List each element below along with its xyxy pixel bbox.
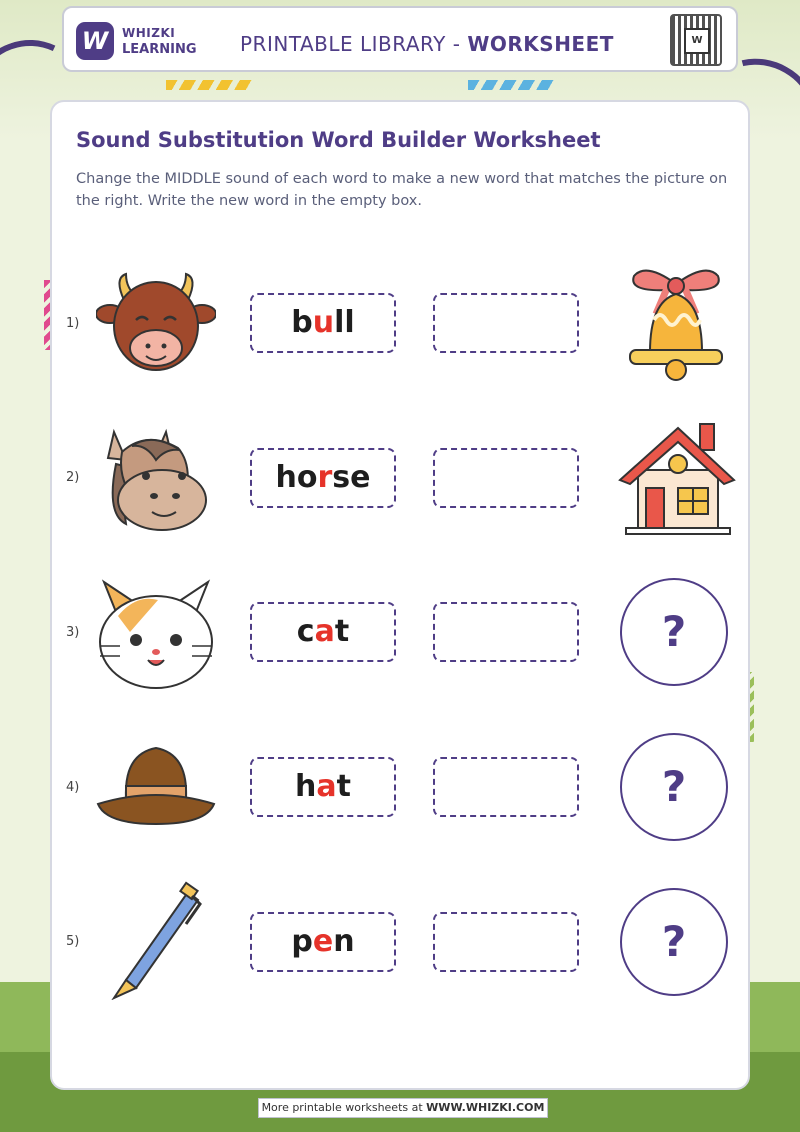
horse-icon (96, 424, 216, 534)
word-box: pen (250, 912, 396, 972)
worksheet-title: Sound Substitution Word Builder Worksheet (76, 128, 601, 152)
item-number: 4) (66, 780, 80, 795)
item-number: 5) (66, 934, 80, 949)
question-mark-picture: ? (620, 578, 728, 686)
item-number: 3) (66, 625, 80, 640)
house-icon (616, 418, 736, 538)
hat-icon (96, 734, 216, 844)
answer-box[interactable] (433, 293, 579, 353)
decorative-stripes-blue (468, 80, 554, 90)
word-box: hat (250, 757, 396, 817)
word-box: cat (250, 602, 396, 662)
cat-icon (96, 576, 216, 686)
word-box: horse (250, 448, 396, 508)
question-mark-picture: ? (620, 733, 728, 841)
decorative-stripes-yellow (166, 80, 252, 90)
whizki-logo: W (76, 22, 114, 60)
brand-name: WHIZKI (122, 26, 176, 40)
qr-logo: W (684, 28, 710, 54)
footer-link[interactable]: More printable worksheets at WWW.WHIZKI.COM (258, 1098, 548, 1118)
header-title: PRINTABLE LIBRARY - WORKSHEET (240, 32, 614, 56)
question-mark-picture: ? (620, 888, 728, 996)
worksheet-instructions: Change the MIDDLE sound of each word to make a new word that matches the picture on the right. Write the new word in the empty box. (76, 171, 728, 209)
item-number: 2) (66, 470, 80, 485)
pen-icon (96, 880, 216, 990)
brand-subtitle: LEARNING (122, 42, 197, 57)
word-box: bull (250, 293, 396, 353)
answer-box[interactable] (433, 448, 579, 508)
answer-box[interactable] (433, 757, 579, 817)
item-number: 1) (66, 316, 80, 331)
answer-box[interactable] (433, 602, 579, 662)
answer-box[interactable] (433, 912, 579, 972)
bell-icon (616, 262, 736, 382)
bull-icon (96, 270, 216, 380)
header-bar (62, 6, 738, 72)
